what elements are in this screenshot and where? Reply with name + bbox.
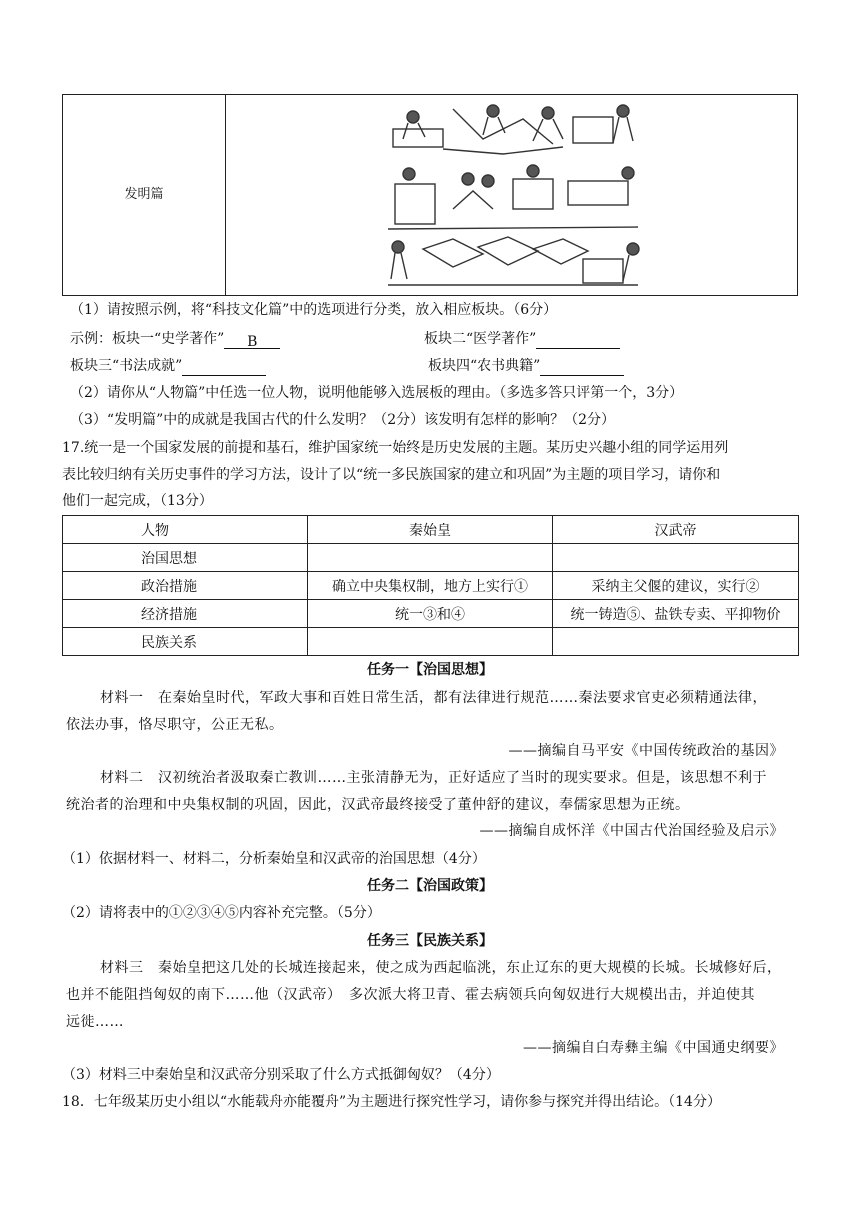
block2-label: 板块二“医学著作” (424, 331, 537, 347)
header-cell: 人物 (63, 516, 308, 544)
q17-question3: （3）材料三中秦始皇和汉武帝分别采取了什么方式抵御匈奴？（4分） (62, 1067, 500, 1083)
task2-title: 任务二【治国政策】 (367, 878, 493, 894)
material3-line2: 也并不能阻挡匈奴的南下……他（汉武帝） 多次派大将卫青、霍去病领兵向匈奴进行大规模出击，并迫使其 (66, 987, 755, 1003)
q16-block4 (428, 356, 624, 376)
block4-answer-field[interactable] (540, 359, 624, 376)
block4-label: 板块四“农书典籍” (428, 358, 541, 374)
table-cell (308, 628, 553, 656)
task1-title: 任务一【治国思想】 (367, 662, 493, 678)
example-answer: B (224, 332, 280, 349)
table-cell (553, 628, 799, 656)
material3-line3: 远徙…… (66, 1014, 124, 1030)
table-header-row (63, 516, 799, 544)
material1-source: ——摘编自马平安《中国传统政治的基因》 (508, 743, 784, 759)
table-cell (308, 544, 553, 572)
invention-table (62, 94, 798, 296)
material2-source: ——摘编自成怀洋《中国古代治国经验及启示》 (479, 823, 784, 839)
table-cell: 统一铸造⑤、盐铁专卖、平抑物价 (553, 600, 799, 628)
table-cell: 采纳主父偃的建议，实行② (553, 572, 799, 600)
task3-title: 任务三【民族关系】 (367, 933, 493, 949)
q17-question1: （1）依据材料一、材料二，分析秦始皇和汉武帝的治国思想（4分） (62, 851, 486, 867)
table-row (63, 572, 799, 600)
ancient-papermaking-illustration-icon (383, 99, 643, 289)
material2-line1: 材料二 汉初统治者汲取秦亡教训……主张清静无为，正好适应了当时的现实要求。但是，该思想不利于 (100, 770, 767, 786)
row-label: 民族关系 (63, 628, 308, 656)
material1-line1: 材料一 在秦始皇时代，军政大事和百姓日常生活，都有法律进行规范……秦法要求官吏必须精通法律， (100, 690, 767, 706)
block3-answer-field[interactable] (182, 359, 266, 376)
q17-intro-line1: 17.统一是一个国家发展的前提和基石，维护国家统一始终是历史发展的主题。某历史兴趣小组的同学运用列 (62, 440, 729, 456)
material2-line2: 统治者的治理和中央集权制的巩固，因此，汉武帝最终接受了董仲舒的建议，奉儒家思想为正统。 (66, 797, 690, 813)
table-divider (225, 95, 226, 295)
row-label: 治国思想 (63, 544, 308, 572)
q16-block3 (70, 356, 266, 376)
q17-question2: （2）请将表中的①②③④⑤内容补充完整。（5分） (62, 905, 381, 921)
table-row (63, 600, 799, 628)
q17-intro-line3: 他们一起完成，（13分） (62, 493, 213, 509)
example-prefix: 示例：板块一“史学著作” (70, 331, 225, 347)
header-cell: 汉武帝 (553, 516, 799, 544)
table-row (63, 544, 799, 572)
q16-part2: （2）请你从“人物篇”中任选一位人物，说明他能够入选展板的理由。（多选多答只评第一个，3分） (70, 385, 684, 401)
table-row (63, 628, 799, 656)
material3-line1: 材料三 秦始皇把这几处的长城连接起来，使之成为西起临洮，东止辽东的更大规模的长城。长城修好后， (100, 960, 782, 976)
material1-line2: 依法办事，恪尽职守，公正无私。 (66, 717, 284, 733)
q16-part1: （1）请按照示例，将“科技文化篇”中的选项进行分类，放入相应板块。（6分） (70, 302, 558, 318)
q16-part3: （3）“发明篇”中的成就是我国古代的什么发明？（2分）该发明有怎样的影响？（2分） (70, 412, 616, 428)
q16-example (70, 329, 280, 349)
row-label: 政治措施 (63, 572, 308, 600)
q18-intro: 18．七年级某历史小组以“水能载舟亦能覆舟”为主题进行探究性学习，请你参与探究并得出结论。（14分） (62, 1094, 721, 1110)
block2-answer-field[interactable] (536, 332, 620, 349)
table-cell (553, 544, 799, 572)
comparison-table (62, 515, 799, 656)
block3-label: 板块三“书法成就” (70, 358, 183, 374)
row-label: 经济措施 (63, 600, 308, 628)
q17-intro-line2: 表比较归纳有关历史事件的学习方法，设计了以“统一多民族国家的建立和巩固”为主题的项目学习，请你和 (62, 467, 721, 483)
invention-label: 发明篇 (124, 187, 164, 202)
q16-block2 (424, 329, 620, 349)
header-cell: 秦始皇 (308, 516, 553, 544)
material3-source: ——摘编自白寿彝主编《中国通史纲要》 (523, 1040, 784, 1056)
table-cell: 确立中央集权制，地方上实行① (308, 572, 553, 600)
table-cell: 统一③和④ (308, 600, 553, 628)
